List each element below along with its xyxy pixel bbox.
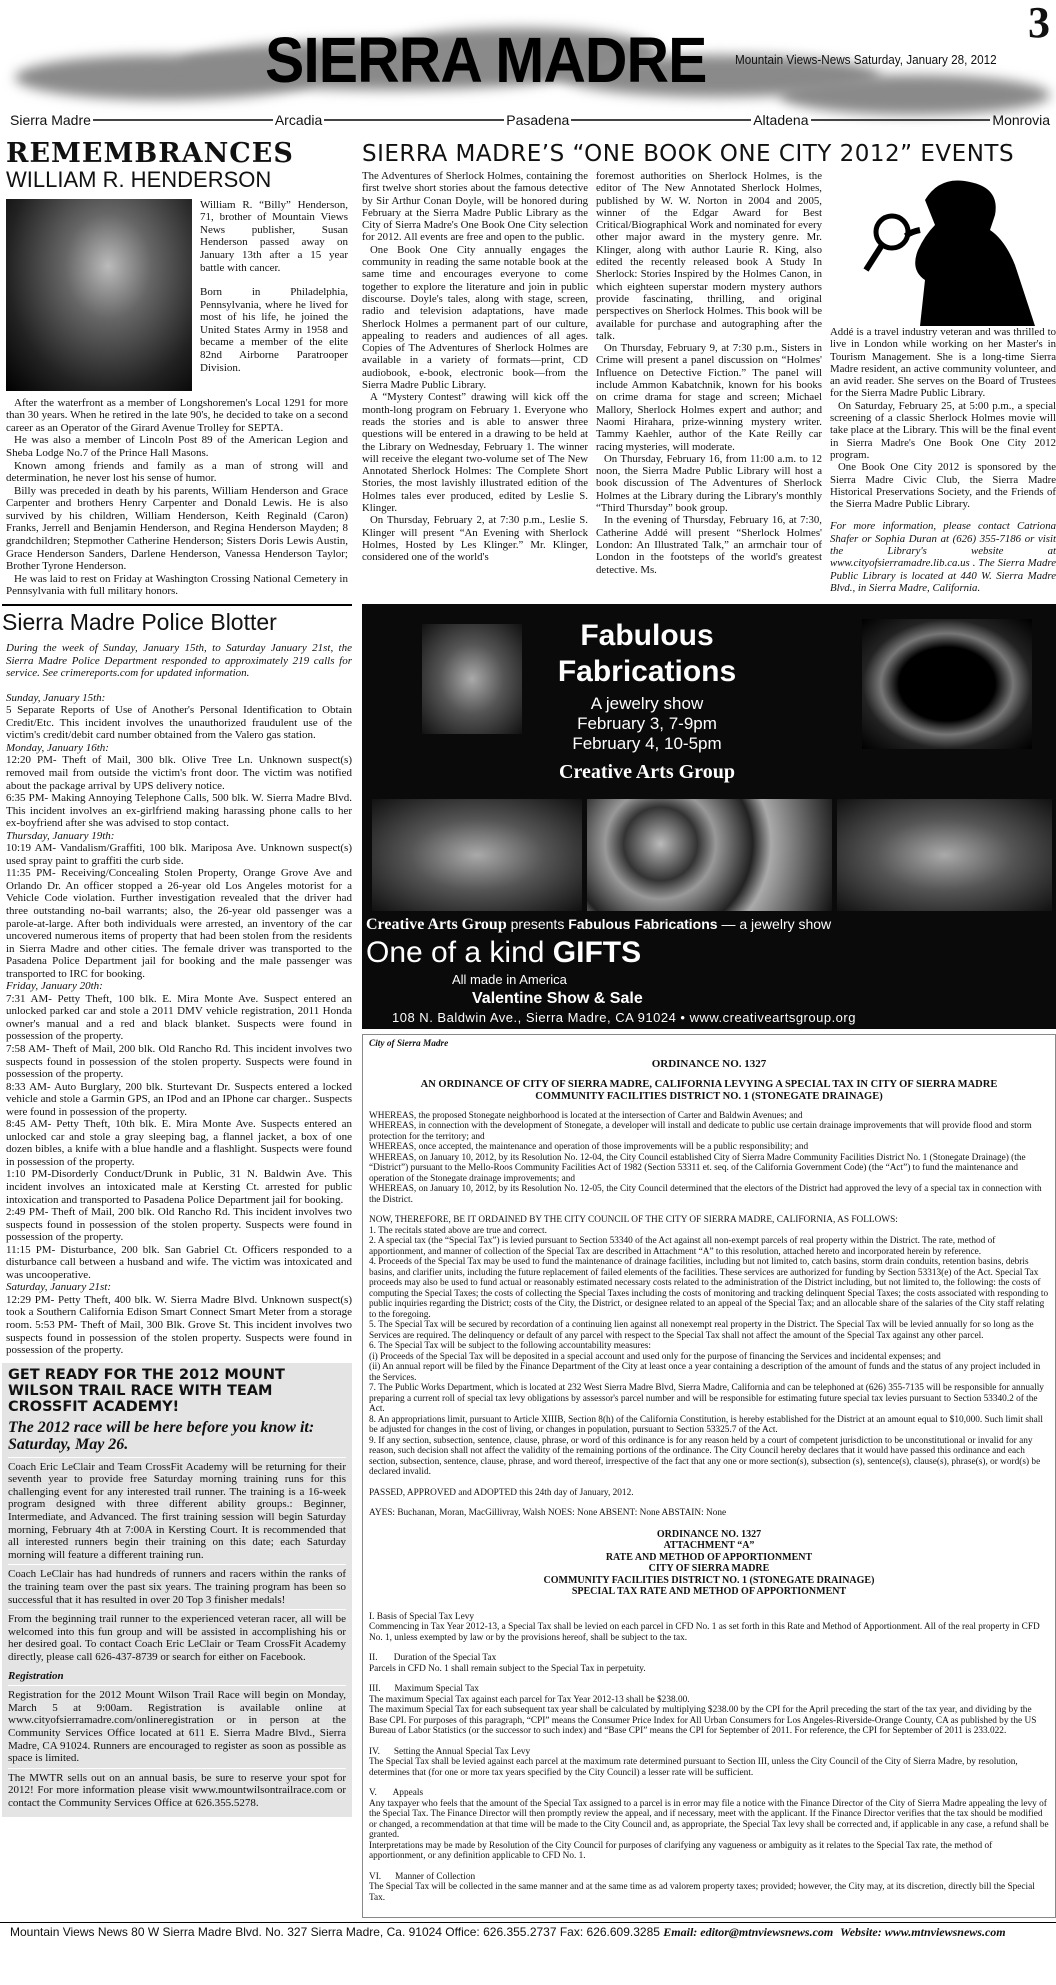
paragraph: On Thursday, February 16, from 11:00 a.m. to 12 noon, the Sierra Madre Public Library will host a book discussion of The Adventures of Sherlock Holmes at the Library during the Library's monthly “Third Thursday” book group. [596, 452, 822, 515]
paragraph: From the beginning trail runner to the experienced veteran racer, all will be welcomed into this fun group and will be assisted in accomplishing his or her desired goal. To contact Coach Eric LeClair or Team CrossFit Academy directly, please call 626-437-8739 or search for either on Facebook. [8, 1609, 346, 1663]
blotter-day-heading: Friday, January 20th: [6, 980, 103, 993]
article-title: GET READY FOR THE 2012 MOUNT WILSON TRAIL RACE WITH TEAM CROSSFIT ACADEMY! [8, 1366, 285, 1415]
paragraph: He was also a member of Lincoln Post 89 of the American Legion and Sheba Lodge No.7 of the Prince Hall Masons. [6, 434, 348, 459]
attachment-section-body: Parcels in CFD No. 1 shall remain subject to the Special Tax in perpetuity. [369, 1663, 646, 1674]
blotter-entry: 12:29 PM- Petty Theft, 400 blk. W. Sierra Madre Blvd. Unknown suspect(s) took a Southern California Edison Smart Connect Smart Meter from a storage room. 5:53 PM- Theft of Mail, 300 Blk. Grove St. This incident involves two suspects found in possession of the stolen property. Suspects were found in possession of the property. [6, 1293, 352, 1357]
attachment-section-title: III. Maximum Special Tax [369, 1684, 479, 1695]
ordinance-section: (i) Proceeds of the Special Tax will be deposited in a special account and used only for the purpose of financing the Services and incidental expenses; and [369, 1351, 941, 1362]
dateline: Mountain Views-News Saturday, January 28, 2012 [735, 52, 997, 67]
attachment-heading: CITY OF SIERRA MADRE [648, 1563, 770, 1575]
blotter-entry: 11:35 PM- Receiving/Concealing Stolen Property, Orange Grove Ave and Orlando Dr. An officer stopped a 26-year old Los Angeles motorist for a Vehicle Code violation. Further investigation revealed that the driver had three outstanding no-bail warrants; also, the 26-year old passenger was a parole-at-large. After both individuals were arrested, an inventory of the car uncovered numerous items of property that had been stolen from the residents in Sierra Madre and other cities. The female driver was transported to the Pasadena Police Department jail for booking and the male passenger was transported to IRC for booking. [6, 867, 352, 980]
ordinance-section: 1. The recitals stated above are true and correct. [369, 1225, 547, 1236]
attachment-section-body: The Special Tax will be collected in the same manner and at the same time as ad valorem property taxes; provided; however, the City may, at its discretion, directly bill the Special Tax. [369, 1882, 1035, 1903]
text-block [369, 1226, 1049, 1478]
paragraph: Known among friends and family as a man of strong will and determination, he never lost his sense of humor. [6, 459, 348, 485]
attachment-section [369, 1653, 1049, 1674]
text-block [369, 1111, 1049, 1206]
blotter-entry: 7:31 AM- Petty Theft, 100 blk. E. Mira Monte Ave. Suspect entered an unlocked parked car and stole a 2011 DMV vehicle registration, 2011 Honda owner's manual and a red and black blanket. Suspects were found in possession of the property. [6, 992, 352, 1043]
attachment-heading: SPECIAL TAX RATE AND METHOD OF APPORTIONMENT [571, 1586, 847, 1598]
blotter-entry: 10:19 AM- Vandalism/Graffiti, 100 blk. Mariposa Ave. Unknown suspect(s) used spray paint to graffiti the curb side. [6, 842, 352, 867]
mountain-graphic [780, 75, 1050, 115]
paragraph: In the evening of Thursday, February 16, at 7:30, Catherine Addé will present “Sherlock Holmes' London: An Illustrated Talk,” an armchair tour of London in the footsteps of the world's greatest detective. Ms. [596, 514, 822, 576]
ad-text: Fabulous Fabrications [568, 916, 718, 933]
attachment-section [369, 1747, 1049, 1779]
paragraph: On Thursday, February 9, at 7:30 p.m., Sisters in Crime will present a panel discussion on “Holmes' Influence on Detective Fiction.” The panel will include Ammon Kabatchnik, known for his books on crime drama for stage and screen; Michael Mallory, Sherlock Holmes expert and author; and Naomi Hirahara, prize-winning mystery writer. Tammy Kaehler, author of the Kate Reilly car racing mysteries, will moderate. [596, 342, 822, 453]
jewelry-photo [372, 799, 582, 911]
city-label: Altadena [753, 112, 809, 128]
section-heading: REMEMBRANCES [6, 138, 294, 169]
city-label: Sierra Madre [10, 112, 91, 128]
whereas-clause: WHEREAS, once accepted, the maintenance and operation of those improvements will be a public responsibility; and [369, 1142, 809, 1153]
paragraph: Coach LeClair has had hundreds of runners and racers within the ranks of the training team over the past six years. The training program has been so successful that it has resulted in over 20 Top 3 finisher medals! [8, 1564, 346, 1606]
handbag-photo [837, 799, 1052, 911]
footer-info: Mountain Views News 80 W Sierra Madre Blvd. No. 327 Sierra Madre, Ca. 91024 Office: 626.355.2737 Fax: 626.609.3285 [10, 1925, 664, 1940]
attachment-heading: ATTACHMENT “A” [663, 1540, 755, 1552]
ordinance-section: 7. The Public Works Department, which is located at 232 West Sierra Madre Blvd, Sierra Madre, California and can be telephoned at (626) 355-7135 will be responsible for annually preparing a current roll of special tax levy obligations by assessor's parcel number and will be responsible for estimating future special tax levies pursuant to Section 53340.2 of the Act. [369, 1383, 1044, 1415]
left-column [2, 604, 352, 1918]
page-number: 3 [1028, 0, 1050, 47]
footer [0, 1922, 1056, 1942]
text-block [8, 1685, 346, 1809]
ad-org: Creative Arts Group [559, 761, 735, 784]
attachment-section-body: The Special Tax shall be levied against each parcel at the maximum rate determined pursuant to Section III, unless the City Council of the City of Sierra Madre, by resolution, determines that (for one or more tax years specified by the City Council) a lesser rate will be sufficient. [369, 1757, 1018, 1778]
paragraph: Addé is a travel industry veteran and was thrilled to live in London while working on her Master's in Tourism Management. She is a long-time Sierra Madre resident, an active community volunteer, and an avid reader. She serves on the Board of Trustees for the Sierra Madre Public Library. [830, 326, 1056, 400]
article-title: Sierra Madre Police Blotter [2, 604, 352, 636]
ordinance-section: 9. If any section, subsection, sentence, clause, phrase, or word of this ordinance is for any reason held by a court of competent jurisdiction to be unconstitutional or invalid for any reason, such decision shall not affect the validity of the remaining portions of the ordinance. The City Council hereby declares that it would have passed this ordinance and each section, subsection, sentence, clause, phrase, and word thereof, irrespective of the fact that any one or more section(s), subsection (s), sentence(s), clause(s), phrase(s), or word(s) be declared invalid. [369, 1435, 1041, 1478]
paragraph: foremost authorities on Sherlock Holmes, is the editor of The New Annotated Sherlock Holmes, published by W. W. Norton in 2004 and 2005, winner of the Edgar Award for Best Critical/Biographical Work and nominated for every other major award in the mystery genre. Mr. Klinger, along with author Laurie R. King, also edited the recently released book A Study In Sherlock: Stories Inspired by the Holmes Canon, in which eighteen superstar modern mystery authors provide fascinating, thrilling, and original perspectives on Sherlock Holmes. This book will be available for purchase and autographing after the talk. [596, 170, 822, 342]
article-subtitle: The 2012 race will be here before you know it: Saturday, May 26. [8, 1418, 315, 1453]
paragraph: The Adventures of Sherlock Holmes, containing the first twelve short stories about the famous detective by Sir Arthur Conan Doyle, will be honored during February at the Sierra Madre Public Library as the City of Sierra Madre's One Book One City selection for 2012. All events are free and open to the public. [362, 170, 588, 244]
ordinance-number: ORDINANCE NO. 1327 [651, 1057, 767, 1070]
ad-text: presents [510, 916, 565, 933]
attachment-section [369, 1788, 1049, 1862]
sherlock-silhouette-image [830, 170, 1056, 326]
blotter-day-heading: Sunday, January 15th: [6, 691, 106, 704]
column-3 [830, 170, 1056, 594]
attachment-section-title: I. Basis of Special Tax Levy [369, 1611, 475, 1622]
attachment-sections [369, 1612, 1049, 1904]
attachment-section [369, 1872, 1049, 1904]
contact-info: For more information, please contact Catriona Shafer or Sophia Duran at (626) 355-7186 or visit the Library's website at www.cityofsierramadre.lib.ca.us . The Sierra Madre Public Library is located at 440 W. Sierra Madre Blvd., in Sierra Madre, California. [830, 520, 1056, 594]
city-label: Monrovia [992, 112, 1051, 128]
ordinance-notice [362, 1034, 1056, 1918]
blotter-entry: 7:58 AM- Theft of Mail, 200 blk. Old Rancho Rd. This incident involves two suspects found in possession of the stolen property. Suspects were found in possession of the property. [6, 1042, 352, 1081]
text-block [6, 397, 348, 599]
one-book-one-city-article [362, 140, 1056, 598]
paragraph: A “Mystery Contest” drawing will kick off the month-long program on February 1. Everyone who reads the stories and is able to answer three questions will be entered in a drawing to be held at the Library on Wednesday, February 1. The winner will receive the elegant two-volume set of The New Annotated Sherlock Holmes: The Complete Short Stories, the most lavishly illustrated edition of the Holmes tales ever produced, edited by Leslie S. Klinger. [362, 391, 588, 515]
paragraph: One Book One City annually engages the community in reading the same notable book at the same time and encourages everyone to come together to explore the literature and join in public discourse. Doyle's tales, along with stage, screen, radio and television adaptations, have made Sherlock Holmes a permanent part of our culture, appealing to readers and audiences of all ages. Copies of The Adventures of Sherlock Holmes are available in a variety of formats—print, CD audiobook, e-book, electronic book—from the Sierra Madre Public Library. [362, 243, 588, 392]
blotter-entry: 11:15 PM- Disturbance, 200 blk. San Gabriel Ct. Officers responded to a disturbance call between a husband and wife. The victim was intoxicated and was uncooperative. [6, 1243, 352, 1281]
jewelry-show-advertisement [362, 604, 1056, 1029]
passed-statement: PASSED, APPROVED and ADOPTED this 24th day of January, 2012. [369, 1487, 634, 1498]
newspaper-title: SIERRA MADRE [265, 24, 707, 96]
ad-subtitle: A jewelry show [590, 694, 704, 714]
attachment-section-body: Interpretations may be made by Resolution of the City Council for purposes of clarifying any vagueness or ambiguity as it relates to the Special Tax rate, the method of apportionment, or any definition applicable to CFD No. 1. [369, 1840, 993, 1862]
paragraph: On Thursday, February 2, at 7:30 p.m., Leslie S. Klinger will present “An Evening with Sherlock Holmes, Hosted by Les Klinger.” Mr. Klinger, considered one of the world's [362, 514, 588, 564]
ad-text: One of a kind [366, 936, 545, 970]
portrait-photo [6, 199, 192, 391]
ordained-clause: NOW, THEREFORE, BE IT ORDAINED BY THE CITY COUNCIL OF THE CITY OF SIERRA MADRE, CALIFORNIA, AS FOLLOWS: [369, 1215, 898, 1226]
attachment-section-title: V. Appeals [369, 1788, 424, 1799]
whereas-clause: WHEREAS, in connection with the development of Stonegate, a developer will install and dedicate to public use certain drainage improvements that will provide flood and storm protection for the territory; and [369, 1121, 1032, 1142]
attachment-section-body: Any taxpayer who feels that the amount of the Special Tax assigned to a parcel is in error may file a notice with the Finance Director of the City of Sierra Madre appealing the levy of the Special Tax. The Finance Director will then promptly review the appeal, and if necessary, meet with the applicant. If the Finance Director verifies that the tax should be modified or changed, a recommendation at that time will be made to the City Council and, as appropriate, the Special Tax levy shall be corrected and, if applicable in any case, a refund shall be granted. [369, 1798, 1049, 1841]
remembrances-article [2, 140, 352, 598]
vote-record: AYES: Buchanan, Moran, MacGillivray, Walsh NOES: None ABSENT: None ABSTAIN: None [369, 1508, 727, 1519]
ordinance-section: 5. The Special Tax will be secured by recordation of a continuing lien against all nonexempt real property in the District. The Special Tax will be levied annually for so long as the Services are required. The delinquency or default of any parcel with respect to the Special Tax shall not affect the amount of the Special Tax against any other parcel. [369, 1320, 1034, 1341]
paragraph: On Saturday, February 25, at 5:00 p.m., a special screening of a classic Sherlock Holmes movie will take place at the Library. This will be the final event in Sierra Madre's One Book One City 2012 program. [830, 399, 1056, 461]
text-block [8, 1457, 346, 1664]
article-title: WILLIAM R. HENDERSON [6, 167, 272, 193]
blotter-entry: 8:33 AM- Auto Burglary, 200 blk. Sturtevant Dr. Suspects entered a locked vehicle and stole a Garmin GPS, an IPod and an IPhone car charger.. Suspects were found in possession of the property. [6, 1080, 352, 1118]
attachment-section-body: Commencing in Tax Year 2012-13, a Special Tax shall be levied on each parcel in CFD No. 1 as set forth in this Rate and Method of Apportionment. All of the real property in CFD No. 1, unless exempted by law or by the provisions hereof, shall be subject to the tax. [369, 1622, 1040, 1643]
city-line [10, 112, 1050, 128]
attachment-section-title: IV. Setting the Annual Special Tax Levy [369, 1746, 531, 1757]
paragraph: One Book One City 2012 is sponsored by the Sierra Madre Civic Club, the Sierra Madre Historical Preservations Society, and the Friends of the Sierra Madre Public Library. [830, 461, 1056, 511]
paragraph: William R. “Billy” Henderson, 71, brother of Mountain Views News publisher, Susan Henderson passed away on January 13th after a 15 year battle with cancer. [200, 198, 348, 274]
blotter-entry: 6:35 PM- Making Annoying Telephone Calls, 500 blk. W. Sierra Madre Blvd. This incident involves an ex-girlfriend making harassing phone calls to her ex-boyfriend after she was advised to stop contact. [6, 792, 352, 830]
blotter-entry: 2:49 PM- Theft of Mail, 200 blk. Old Rancho Rd. This incident involves two suspects found in possession of the stolen property. Suspects were found in possession of the property. [6, 1206, 352, 1244]
attachment-section-title: VI. Manner of Collection [369, 1871, 476, 1882]
paragraph: Coach Eric LeClair and Team CrossFit Academy will be returning for their seventh year to provide free Saturday morning training runs for this challenging event for any interested trail runner. The training is a 16-week program designed with three different ability groups.: Beginner, Intermediate, and Advanced. The first training session will begin Saturday morning, February 4th at 7:00A in Kersting Court. It is recommended that all interested runners begin their training on this date; each Saturday morning will feature a different training run. [8, 1457, 346, 1562]
attachment-section-body: The maximum Special Tax against each parcel for Tax Year 2012-13 shall be $238.00. [369, 1694, 690, 1705]
article-title: SIERRA MADRE’S “ONE BOOK ONE CITY 2012” EVENTS [362, 141, 1015, 167]
ad-text: Valentine Show & Sale [472, 990, 643, 1008]
paragraph: Registration for the 2012 Mount Wilson Trail Race will begin on Monday, March 5 at 9:00am. Registration is available online at www.cityofsierramadre.com/onlineregistration or in person at the Community Services Office located at 611 E. Sierra Madre Blvd., Sierra Madre, CA 91024. Runners are encouraged to register as soon as possible as space is limited. [8, 1685, 346, 1765]
column-1 [362, 170, 588, 594]
attachment-section [369, 1684, 1049, 1737]
paragraph: The MWTR sells out on an annual basis, be sure to reserve your spot for 2012! For more information please visit www.mountwilsontrailrace.com or contact the Community Services Office at 626.355.5278. [8, 1768, 346, 1810]
blotter-entries [6, 692, 352, 1357]
registration-heading: Registration [8, 1669, 64, 1682]
ordinance-section: (ii) An annual report will be filed by the Finance Department of the City at least once a year containing a description of the amount of funds and the status of any project included in the Services. [369, 1362, 1041, 1383]
necklace-photo [862, 619, 1032, 749]
ad-date: February 3, 7-9pm [577, 714, 717, 734]
whereas-clause: WHEREAS, on January 10, 2012, by its Resolution No. 12-05, the City Council determined that the electors of the District had approved the levy of a special tax in connection with the District. [369, 1184, 1042, 1205]
footer-website: Website: www.mtnviewsnews.com [839, 1925, 1006, 1940]
hearts-photo [587, 799, 832, 911]
footer-email: Email: editor@mtnviewsnews.com [663, 1925, 834, 1940]
city-label: Pasadena [506, 112, 570, 128]
city-label: Arcadia [274, 112, 323, 128]
blotter-entry: 1:10 PM-Disorderly Conduct/Drunk in Public, 31 N. Baldwin Ave. This incident involves an intoxicated male at Kersting Ct. arrested for public intoxication and transported to Pasadena Police Department jail for booking. [6, 1168, 352, 1206]
blotter-entry: 5 Separate Reports of Use of Another's Personal Identification to Obtain Credit/Etc. This incident involves the unauthorized fraudulent use of the victim's credit/debit card number obtained from the Valero gas station. [6, 704, 352, 742]
ad-text: — a jewelry show [721, 916, 832, 933]
attachment-heading: COMMUNITY FACILITIES DISTRICT NO. 1 (STONEGATE DRAINAGE) [543, 1574, 875, 1586]
ad-text: GIFTS [552, 936, 642, 970]
paragraph: Born in Philadelphia, Pennsylvania, where he lived for most of his life, he joined the United States Army in 1958 and became a member of the elite 82nd Airborne Paratrooper Division. [200, 286, 348, 374]
page-body [0, 140, 1056, 1918]
jewelry-photo [422, 624, 522, 734]
ordinance-section: 2. A special tax (the “Special Tax”) is levied pursuant to Section 53340 of the Act against all non-exempt parcels of real property within the District. The rate, method of apportionment, and manner of collection of the Special Tax are described in Attachment “A” to this resolution, attached hereto and incorporated herein by reference. [369, 1236, 996, 1257]
blotter-entry: 8:45 AM- Petty Theft, 10th blk. E. Mira Monte Ave. Suspects entered an unlocked car and stole a gray sleeping bag, a flannel jacket, a box of one dozen bibles, a knife with a blue handle and a flashlight. Suspects were found in possession of the property. [6, 1118, 352, 1168]
blotter-day-heading: Thursday, January 19th: [6, 829, 115, 842]
notice-source: City of Sierra Madre [369, 1039, 449, 1050]
blotter-intro: During the week of Sunday, January 15th, to Saturday January 21st, the Sierra Madre Police Department responded to approximately 219 calls for service. See crimereports.com for updated information. [6, 642, 352, 680]
text-block [369, 1529, 1049, 1598]
attachment-heading: RATE AND METHOD OF APPORTIONMENT [605, 1551, 813, 1563]
blotter-entry: 12:20 PM- Theft of Mail, 300 blk. Olive Tree Ln. Unknown suspect(s) removed mail from outside the victim's front door. The victim was notified about the package arrival by UPS delivery notice. [6, 754, 352, 792]
ordinance-title: AN ORDINANCE OF CITY OF SIERRA MADRE, CALIFORNIA LEVYING A SPECIAL TAX IN CITY OF SIERRA MADRE COMMUNITY FACILITIES DISTRICT NO. 1 (STONEGATE DRAINAGE) [420, 1078, 998, 1102]
ordinance-section: 4. Proceeds of the Special Tax may be used to fund the maintenance of drainage facilities, including but not limited to, catch basins, storm drain conduits, retention basins, debris basins, and clarifier units, including the future replacement of failed elements of the facilities. These services are authorized for funding by Section 53313(e) of the Act. Special Tax proceeds may also be used to fund actual or reasonably estimated necessary costs related to the administration of the District including, but not limited to, the following: the costs of computing the Special Taxes; the costs of collecting the Special Taxes including the costs of monitoring and tracking delinquent Special Taxes; the costs associated with responding to public inquiries regarding the District; costs of the City, the District, or designee related to an appeal of the Special Tax; and an allocable share of the salaries of the City staff relating to the foregoing. [369, 1257, 1049, 1320]
police-blotter [2, 604, 352, 1357]
paragraph: After the waterfront as a member of Longshoremen's Local 1291 for more than 30 years. When he retired in the late 90's, he decided to take on a second career as an Operator of the Girard Avenue Trolley for SEPTA. [6, 396, 348, 434]
paragraph: He was laid to rest on Friday at Washington Crossing National Cemetery in Pennsylvania with full military honors. [6, 572, 348, 598]
attachment-section-title: II. Duration of the Special Tax [369, 1653, 497, 1664]
paragraph: Billy was preceded in death by his parents, William Henderson and Grace Carpenter and brothers Henry Carpenter and Donald Lewis. He is also survived by his children, William Henderson, Keith Reginald (Caron) Franks, Jerrell and Benjamin Henderson, and Regina Henderson Mayden; 8 grandchildren; Stepmother Catherine Henderson; Sisters Doris Lewis Austin, Grace Henderson Sanders, Darlene Henderson, Vanessa Henderson Taylor; Brother Tyrone Henderson. [6, 484, 348, 573]
attachment-section-body: The maximum Special Tax for each subsequent tax year shall be calculated by multiplying $238.00 by the CPI for the April preceding the start of the tax year, and dividing by the Base CPI. For purposes of this paragraph, “CPI” means the Consumer Price Index for All Urban Consumers for Los Angeles-Riverside-Orange County, CA as published by the US Bureau of Labor Statistics (or the successor to such index) and “Base CPI” means the CPI for September of 2011. For reference, the CPI for September of 2011 is 233.022. [369, 1705, 1037, 1737]
ad-text: All made in America [452, 972, 567, 988]
whereas-clause: WHEREAS, the proposed Stonegate neighborhood is located at the intersection of Carter and Baldwin Avenues; and [369, 1110, 803, 1121]
blotter-day-heading: Monday, January 16th: [6, 741, 109, 754]
right-column [362, 604, 1056, 1918]
attachment-section [369, 1612, 1049, 1644]
crossfit-article [2, 1363, 352, 1817]
ad-address: 108 N. Baldwin Ave., Sierra Madre, CA 91024 • www.creativeartsgroup.org [392, 1010, 856, 1026]
blotter-day-heading: Saturday, January 21st: [6, 1281, 111, 1294]
ad-presenter: Creative Arts Group [366, 916, 507, 934]
masthead [0, 0, 1056, 140]
column-2 [596, 170, 822, 594]
ad-date: February 4, 10-5pm [572, 734, 722, 754]
whereas-clause: WHEREAS, on January 10, 2012, by its Resolution No. 12-04, the City Council established City of Sierra Madre Community Facilities District No. 1 (Stonegate Drainage) (the “District”) pursuant to the Mello-Roos Community Facilities Act of 1982 (Section 53311 et. seq. of the California Government Code) (the “Act”) to fund the maintenance and operation of the Stonegate drainage improvements; and [369, 1152, 1026, 1184]
ordinance-section: 6. The Special Tax will be subject to the following accountability measures: [369, 1341, 651, 1352]
ad-title: Fabulous Fabrications [557, 619, 737, 689]
attachment-heading: ORDINANCE NO. 1327 [656, 1528, 762, 1540]
ordinance-section: 8. An appropriations limit, pursuant to Article XIIIB, Section 8(h) of the California Constitution, is hereby established for the District at an amount equal to $10,000. Such limit shall be adjusted for changes in the cost of living, or changes in population, pursuant to Section 53325.7 of the Act. [369, 1414, 1043, 1436]
text-block [830, 326, 1056, 510]
